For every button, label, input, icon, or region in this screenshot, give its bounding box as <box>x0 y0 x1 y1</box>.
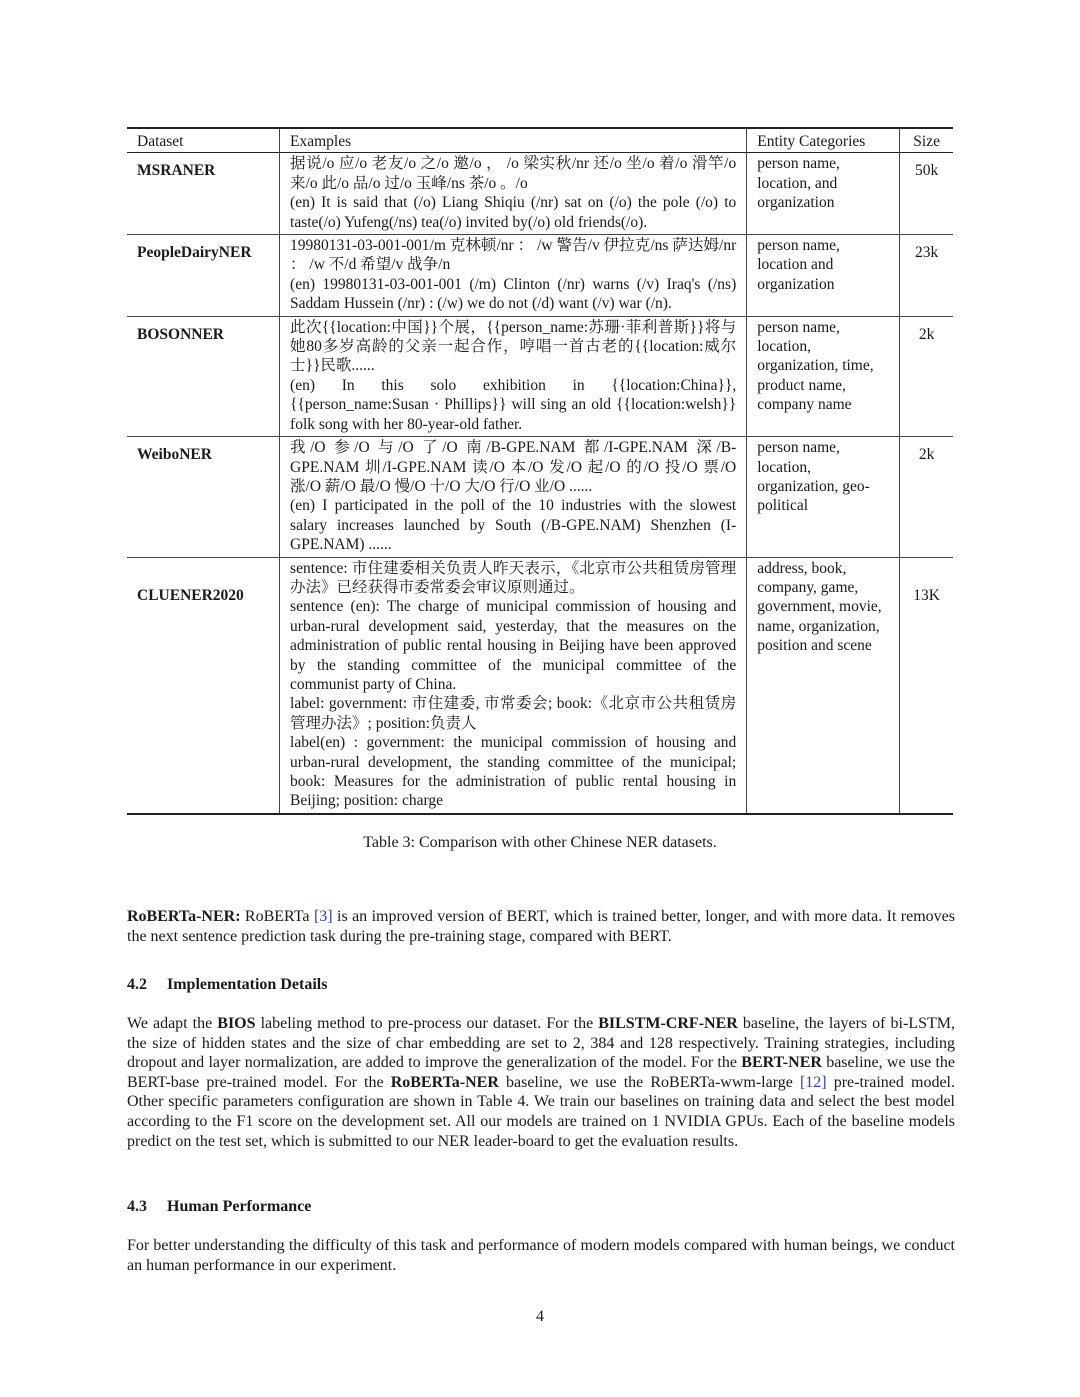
human-performance-paragraph: For better understanding the difficulty of this task and performance of modern models compared with human beings, we conduct an human performance in our experiment. <box>127 1237 955 1274</box>
citation-link[interactable]: [3] <box>313 908 333 925</box>
example-zh: 据说/o 应/o 老友/o 之/o 邀/o ， /o 梁实秋/nr 还/o 坐/o 着/o 滑竿/o 来/o 此/o 品/o 过/o 玉峰/ns 茶/o 。/o <box>290 155 737 192</box>
table-row <box>127 557 953 814</box>
section-title: Human Performance <box>167 1198 312 1215</box>
dataset-size: 2k <box>900 437 953 557</box>
example-label-zh: label: government: 市住建委, 市常委会; book:《北京市公共租赁房管理办法》; position:负责人 <box>290 695 737 732</box>
entity-categories: person name, location and organization <box>747 235 900 317</box>
bold-term: RoBERTa-NER <box>390 1073 499 1091</box>
example-en: (en) It is said that (/o) Liang Shiqiu (/nr) sat on (/o) the pole (/o) to taste(/o) Yufeng(/ns) tea(/o) invited by(/o) old friends(/o). <box>290 194 737 231</box>
table-row <box>127 235 953 317</box>
header-entity-categories: Entity Categories <box>747 128 900 153</box>
para-text: labeling method to pre-process our dataset. For the <box>255 1015 599 1032</box>
implementation-paragraph <box>127 1014 955 1151</box>
roberta-lead: RoBERTa-NER: <box>127 908 241 925</box>
example-en: (en) 19980131-03-001-001 (/m) Clinton (/nr) warns (/v) Iraq's (/ns) Saddam Hussein (/nr) : (/w) we do not (/d) want (/v) war (/n). <box>290 275 737 313</box>
table-row <box>127 316 953 436</box>
section-heading-4-2 <box>127 976 327 994</box>
table-caption: Table 3: Comparison with other Chinese NER datasets. <box>363 834 717 851</box>
para-text: is an improved version of BERT, which is trained better, longer, and with more data. It removes the next sentence prediction task during the pre-training stage, compared with BERT. <box>127 908 955 945</box>
para-text: RoBERTa <box>240 908 314 925</box>
example-en: (en) I participated in the poll of the 10 industries with the slowest salary increases launched by South (/B-GPE.NAM) Shenzhen (I-GPE.NAM) ...... <box>290 497 737 554</box>
dataset-size: 23k <box>900 235 953 317</box>
examples-cell <box>280 235 747 317</box>
section-title: Implementation Details <box>167 976 328 993</box>
table-row <box>127 153 953 235</box>
examples-cell <box>280 153 747 235</box>
citation-link[interactable]: [12] <box>799 1073 827 1091</box>
para-text: pre-trained model. Other specific parameters configuration are shown in Table 4. We train our baselines on training data and select the best model according to the F1 score on the development set. All our models are trained on 1 NVIDIA GPUs. Each of the baseline models predict on the test set, which is submitted to our NER leader-board to get the evaluation results. <box>127 1073 956 1150</box>
para-text: We adapt the <box>127 1015 218 1032</box>
comparison-table <box>127 127 953 815</box>
entity-categories: person name, location, organization, time, product name, company name <box>747 316 900 436</box>
para-text: baseline, the layers of bi-LSTM, the size of hidden states and the size of char embedding are set to 2, 384 and 128 respectively. Training strategies, including dropout and layer normalization, are added to improve the generalization of the model. For the <box>127 1015 955 1072</box>
example-zh: 此次{{location:中国}}个展，{{person_name:苏珊·菲利普斯}}将与她80多岁高龄的父亲一起合作，哼唱一首古老的{{location:威尔士}}民歌...... <box>290 318 737 375</box>
dataset-name: WeiboNER <box>137 446 212 464</box>
examples-cell <box>280 437 747 557</box>
section-number: 4.3 <box>127 1198 147 1215</box>
roberta-paragraph <box>127 907 955 946</box>
table-header-row <box>127 128 953 153</box>
header-examples: Examples <box>280 128 747 153</box>
section-number: 4.2 <box>127 976 147 993</box>
section-heading-4-3 <box>127 1198 311 1216</box>
page-number: 4 <box>536 1308 544 1325</box>
dataset-name: MSRANER <box>137 162 216 180</box>
dataset-name: PeopleDairyNER <box>137 244 252 262</box>
dataset-size: 50k <box>900 153 953 235</box>
entity-categories: person name, location, organization, geo-political <box>747 437 900 557</box>
dataset-name: BOSONNER <box>137 325 224 343</box>
bold-term: BIOS <box>217 1015 256 1032</box>
examples-cell <box>280 316 747 436</box>
example-label-en: label(en) : government: the municipal commission of housing and urban-rural development, the standing committee of the municipal; book: Measures for the administration of public rental housing in Beijing; position: charge <box>290 734 737 810</box>
para-text: baseline, we use the RoBERTa-wwm-large <box>498 1073 800 1091</box>
entity-categories: address, book, company, game, government, movie, name, organization, position and scene <box>747 557 900 814</box>
entity-categories: person name, location, and organization <box>747 153 900 235</box>
header-dataset: Dataset <box>137 133 184 150</box>
dataset-size: 2k <box>900 316 953 436</box>
example-en: (en) In this solo exhibition in {{location:China}}, {{person_name:Susan · Phillips}} will sing an old {{location:welsh}} folk song with her 80-year-old father. <box>290 376 737 433</box>
example-zh: 我/O 参/O 与/O 了/O 南/B-GPE.NAM 都/I-GPE.NAM 深/B-GPE.NAM 圳/I-GPE.NAM 读/O 本/O 发/O 起/O 的/O 投/O 票/O 涨/O 薪/O 最/O 慢/O 十/O 大/O 行/O 业/O ...... <box>290 439 737 495</box>
example-sentence-en: sentence (en): The charge of municipal commission of housing and urban-rural development said, yesterday, that the measures on the administration of public rental housing in Beijing have been approved by the standing committee of the municipal committee of the communist party of China. <box>290 598 737 693</box>
bold-term: BERT-NER <box>741 1054 822 1072</box>
table-row <box>127 437 953 557</box>
header-size: Size <box>900 128 953 153</box>
bold-term: BILSTM-CRF-NER <box>598 1015 738 1032</box>
example-zh: 19980131-03-001-001/m 克林顿/nr ： /w 警告/v 伊拉克/ns 萨达姆/nr ： /w 不/d 希望/v 战争/n <box>290 237 737 274</box>
dataset-size: 13K <box>900 557 953 814</box>
examples-cell <box>280 557 747 814</box>
example-sentence-zh: sentence: 市住建委相关负责人昨天表示，《北京市公共租赁房管理办法》已经获得市委常委会审议原则通过。 <box>290 559 737 596</box>
dataset-name: CLUENER2020 <box>137 586 244 604</box>
para-text: baseline, we use the BERT-base pre-trained model. For the <box>127 1054 956 1091</box>
